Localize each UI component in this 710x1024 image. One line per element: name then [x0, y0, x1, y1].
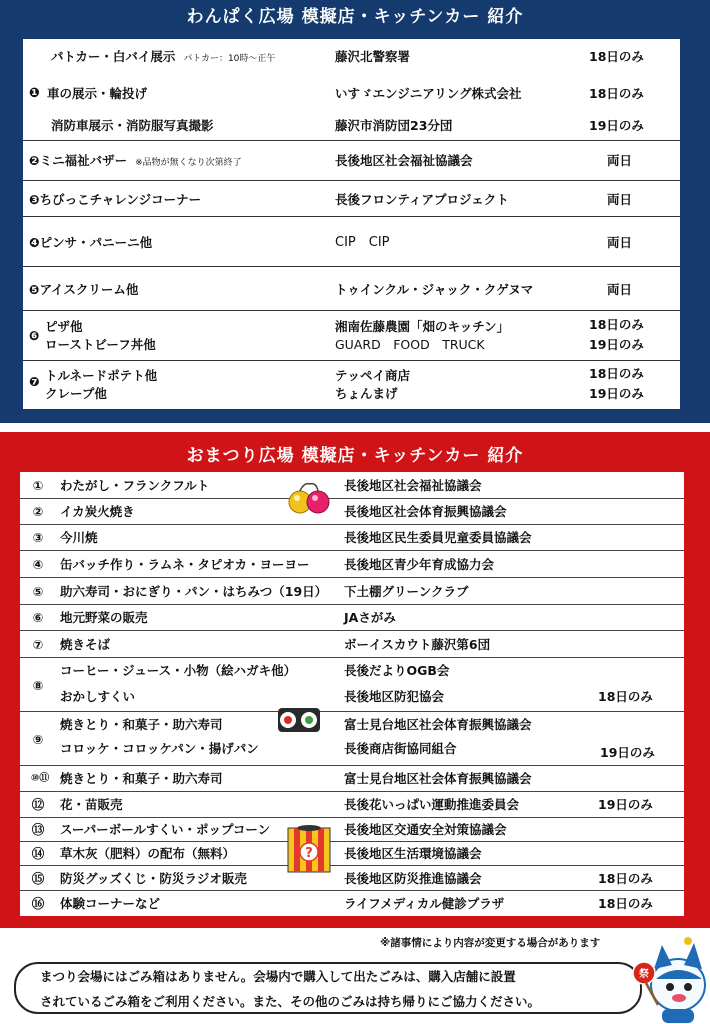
- omatsuri-item: 地元野菜の販売: [60, 610, 148, 625]
- wanpaku-days: 両日: [607, 282, 633, 297]
- wanpaku-item2: ローストビーフ丼他: [45, 337, 156, 352]
- omatsuri-row: [20, 578, 684, 605]
- omatsuri-num: ⑤: [32, 584, 44, 599]
- svg-text:祭: 祭: [639, 969, 649, 980]
- omatsuri-item: 焼きとり・和菓子・助六寿司: [60, 771, 223, 786]
- omatsuri-item: 焼きそば: [60, 637, 111, 652]
- wanpaku-org: いすゞエンジニアリング株式会社: [335, 86, 522, 101]
- wanpaku-item: ピザ他: [45, 319, 83, 334]
- wanpaku-num: ❼: [29, 374, 40, 389]
- wanpaku-days2: 19日のみ: [589, 337, 644, 352]
- wanpaku-days: 両日: [607, 235, 633, 250]
- omatsuri-row: [20, 842, 684, 866]
- wanpaku-item2: クレープ他: [45, 386, 107, 401]
- omatsuri-days: 19日のみ: [598, 797, 653, 812]
- omatsuri-num: ⑫: [31, 797, 45, 812]
- omatsuri-org: ボーイスカウト藤沢第6団: [344, 637, 491, 652]
- omatsuri-row: [20, 605, 684, 631]
- omatsuri-item: 缶バッチ作り・ラムネ・タピオカ・ヨーヨー: [60, 557, 310, 572]
- wanpaku-num: ❷: [29, 153, 40, 168]
- omatsuri-item: コーヒー・ジュース・小物（絵ハガキ他）: [60, 663, 297, 678]
- wanpaku-num: ❹: [29, 235, 40, 250]
- garbage-notice-box: [14, 962, 642, 1014]
- wanpaku-org2: ちょんまげ: [335, 386, 398, 401]
- omatsuri-row: [20, 525, 684, 551]
- lollipop-candy-icon: [286, 478, 334, 518]
- omatsuri-row: [20, 766, 684, 792]
- wanpaku-num: ❶: [29, 86, 41, 101]
- omatsuri-num: ③: [32, 530, 44, 545]
- omatsuri-item: 防災グッズくじ・防災ラジオ販売: [60, 871, 247, 886]
- wanpaku-org: 長後フロンティアプロジェクト: [335, 192, 509, 207]
- svg-text:?: ?: [305, 846, 313, 861]
- change-notice: ※諸事情により内容が変更する場合があります: [380, 937, 601, 949]
- omatsuri-org: ライフメディカル健診プラザ: [344, 896, 505, 911]
- omatsuri-org2: 長後地区防犯協会: [344, 689, 445, 704]
- omatsuri-row: [20, 866, 684, 891]
- omatsuri-row: [20, 631, 684, 658]
- omatsuri-title: おまつり広場 模擬店・キッチンカー 紹介: [186, 446, 524, 466]
- omatsuri-item: 体験コーナーなど: [60, 896, 161, 911]
- wanpaku-item: 消防車展示・消防服写真撮影: [51, 118, 214, 133]
- wanpaku-item: ピンサ・パニーニ他: [39, 235, 153, 250]
- omatsuri-num: ⑯: [31, 896, 45, 911]
- omatsuri-org: 長後花いっぱい運動推進委員会: [344, 797, 520, 812]
- omatsuri-row: [20, 658, 684, 712]
- omatsuri-org: 長後地区民生委員児童委員協議会: [344, 530, 532, 545]
- omatsuri-org: 長後だよりOGB会: [344, 663, 450, 678]
- omatsuri-org: 下土棚グリーンクラブ: [344, 584, 469, 599]
- omatsuri-num: ④: [32, 557, 44, 572]
- omatsuri-item2: コロッケ・コロッケパン・揚げパン: [60, 741, 259, 756]
- sushi-roll-icon: [276, 704, 322, 734]
- wanpaku-row: [23, 217, 680, 267]
- omatsuri-item: 草木灰（肥料）の配布（無料）: [60, 846, 236, 861]
- omatsuri-days: 18日のみ: [598, 896, 653, 911]
- wanpaku-row: [23, 111, 680, 141]
- wanpaku-org2: GUARD FOOD TRUCK: [335, 337, 485, 352]
- omatsuri-num: ①: [32, 478, 44, 493]
- wanpaku-org: 藤沢北警察署: [335, 49, 411, 64]
- wanpaku-org: 藤沢市消防団23分団: [335, 118, 453, 133]
- mascot-character-icon: [632, 935, 710, 1024]
- wanpaku-item: パトカー・白バイ展示: [51, 49, 176, 64]
- wanpaku-org: CIP CIP: [335, 235, 390, 250]
- wanpaku-days: 両日: [607, 192, 633, 207]
- omatsuri-num: ⑮: [31, 871, 45, 886]
- omatsuri-days: 18日のみ: [598, 871, 653, 886]
- wanpaku-days: 18日のみ: [589, 49, 644, 64]
- wanpaku-row: [23, 75, 680, 111]
- wanpaku-num: ❻: [29, 328, 40, 343]
- omatsuri-row: [20, 818, 684, 842]
- wanpaku-num: ❺: [29, 282, 40, 297]
- omatsuri-row: [20, 792, 684, 818]
- omatsuri-num: ⑦: [32, 637, 44, 652]
- wanpaku-days: 両日: [607, 153, 633, 168]
- wanpaku-item: トルネードポテト他: [45, 368, 158, 383]
- wanpaku-row: [23, 311, 680, 361]
- wanpaku-item: ちびっこチャレンジコーナー: [39, 192, 202, 207]
- omatsuri-row: [20, 551, 684, 578]
- wanpaku-days2: 19日のみ: [589, 386, 644, 401]
- omatsuri-row: [20, 499, 684, 525]
- wanpaku-row: [23, 141, 680, 181]
- omatsuri-num: ⑬: [31, 822, 45, 837]
- omatsuri-org: 長後地区生活環境協議会: [344, 846, 482, 861]
- omatsuri-num: ⑨: [32, 732, 44, 747]
- omatsuri-org: 富士見台地区社会体育振興協議会: [344, 771, 532, 786]
- omatsuri-num: ②: [32, 504, 44, 519]
- wanpaku-title: わんぱく広場 模擬店・キッチンカー 紹介: [186, 7, 524, 27]
- wanpaku-note: パトカー：10時～正午: [183, 54, 276, 64]
- wanpaku-org: 長後地区社会福祉協議会: [335, 153, 473, 168]
- omatsuri-days: 19日のみ: [600, 745, 655, 760]
- omatsuri-row: [20, 712, 684, 766]
- wanpaku-row: [23, 361, 680, 409]
- omatsuri-org2: 長後商店街協同組合: [344, 741, 457, 756]
- wanpaku-row: [23, 267, 680, 311]
- omatsuri-item: わたがし・フランクフルト: [60, 478, 210, 493]
- wanpaku-days: 19日のみ: [589, 118, 644, 133]
- omatsuri-days: 18日のみ: [598, 689, 653, 704]
- wanpaku-row: [23, 181, 680, 217]
- omatsuri-item: 助六寿司・おにぎり・パン・はちみつ（19日）: [60, 584, 328, 599]
- omatsuri-org: 富士見台地区社会体育振興協議会: [344, 717, 532, 732]
- omatsuri-num: ⑥: [32, 610, 44, 625]
- wanpaku-days: 18日のみ: [589, 317, 644, 332]
- wanpaku-org: テッペイ商店: [335, 368, 411, 383]
- wanpaku-panel: [0, 0, 710, 423]
- wanpaku-note: ※品物が無くなり次第終了: [135, 158, 242, 168]
- wanpaku-days: 18日のみ: [589, 86, 644, 101]
- wanpaku-item: ミニ福祉バザー: [39, 153, 128, 168]
- omatsuri-item: イカ炭火焼き: [60, 504, 135, 519]
- wanpaku-org: トゥインクル・ジャック・クゲヌマ: [335, 282, 534, 297]
- omatsuri-item: スーパーボールすくい・ポップコーン: [60, 822, 271, 837]
- omatsuri-table: [20, 472, 684, 916]
- omatsuri-num: ⑭: [31, 846, 45, 861]
- lottery-box-icon: [286, 822, 332, 874]
- wanpaku-table: [23, 39, 680, 409]
- wanpaku-days: 18日のみ: [589, 366, 644, 381]
- omatsuri-org: 長後地区交通安全対策協議会: [344, 822, 507, 837]
- wanpaku-num: ❸: [29, 192, 40, 207]
- garbage-notice-line: されているごみ箱をご利用ください。また、その他のごみは持ち帰りにご協力ください。: [40, 994, 541, 1009]
- wanpaku-item: 車の展示・輪投げ: [47, 86, 148, 101]
- omatsuri-org: 長後地区防災推進協議会: [344, 871, 482, 886]
- omatsuri-num: ⑩⑪: [30, 773, 50, 784]
- garbage-notice-line: まつり会場にはごみ箱はありません。会場内で購入して出たごみは、購入店舗に設置: [40, 969, 516, 984]
- omatsuri-item2: おかしすくい: [60, 689, 136, 704]
- wanpaku-org: 湘南佐藤農園「畑のキッチン」: [335, 319, 510, 334]
- omatsuri-item: 花・苗販売: [60, 797, 123, 812]
- omatsuri-num: ⑧: [32, 678, 44, 693]
- omatsuri-row: [20, 472, 684, 499]
- wanpaku-item: アイスクリーム他: [39, 282, 139, 297]
- wanpaku-row: [23, 39, 680, 75]
- omatsuri-org: 長後地区社会福祉協議会: [344, 478, 482, 493]
- omatsuri-item: 今川焼: [60, 530, 98, 545]
- omatsuri-item: 焼きとり・和菓子・助六寿司: [60, 717, 223, 732]
- omatsuri-org: 長後地区社会体育振興協議会: [344, 504, 507, 519]
- omatsuri-org: 長後地区青少年育成協力会: [344, 557, 495, 572]
- omatsuri-row: [20, 891, 684, 916]
- omatsuri-org: JAさがみ: [344, 610, 396, 625]
